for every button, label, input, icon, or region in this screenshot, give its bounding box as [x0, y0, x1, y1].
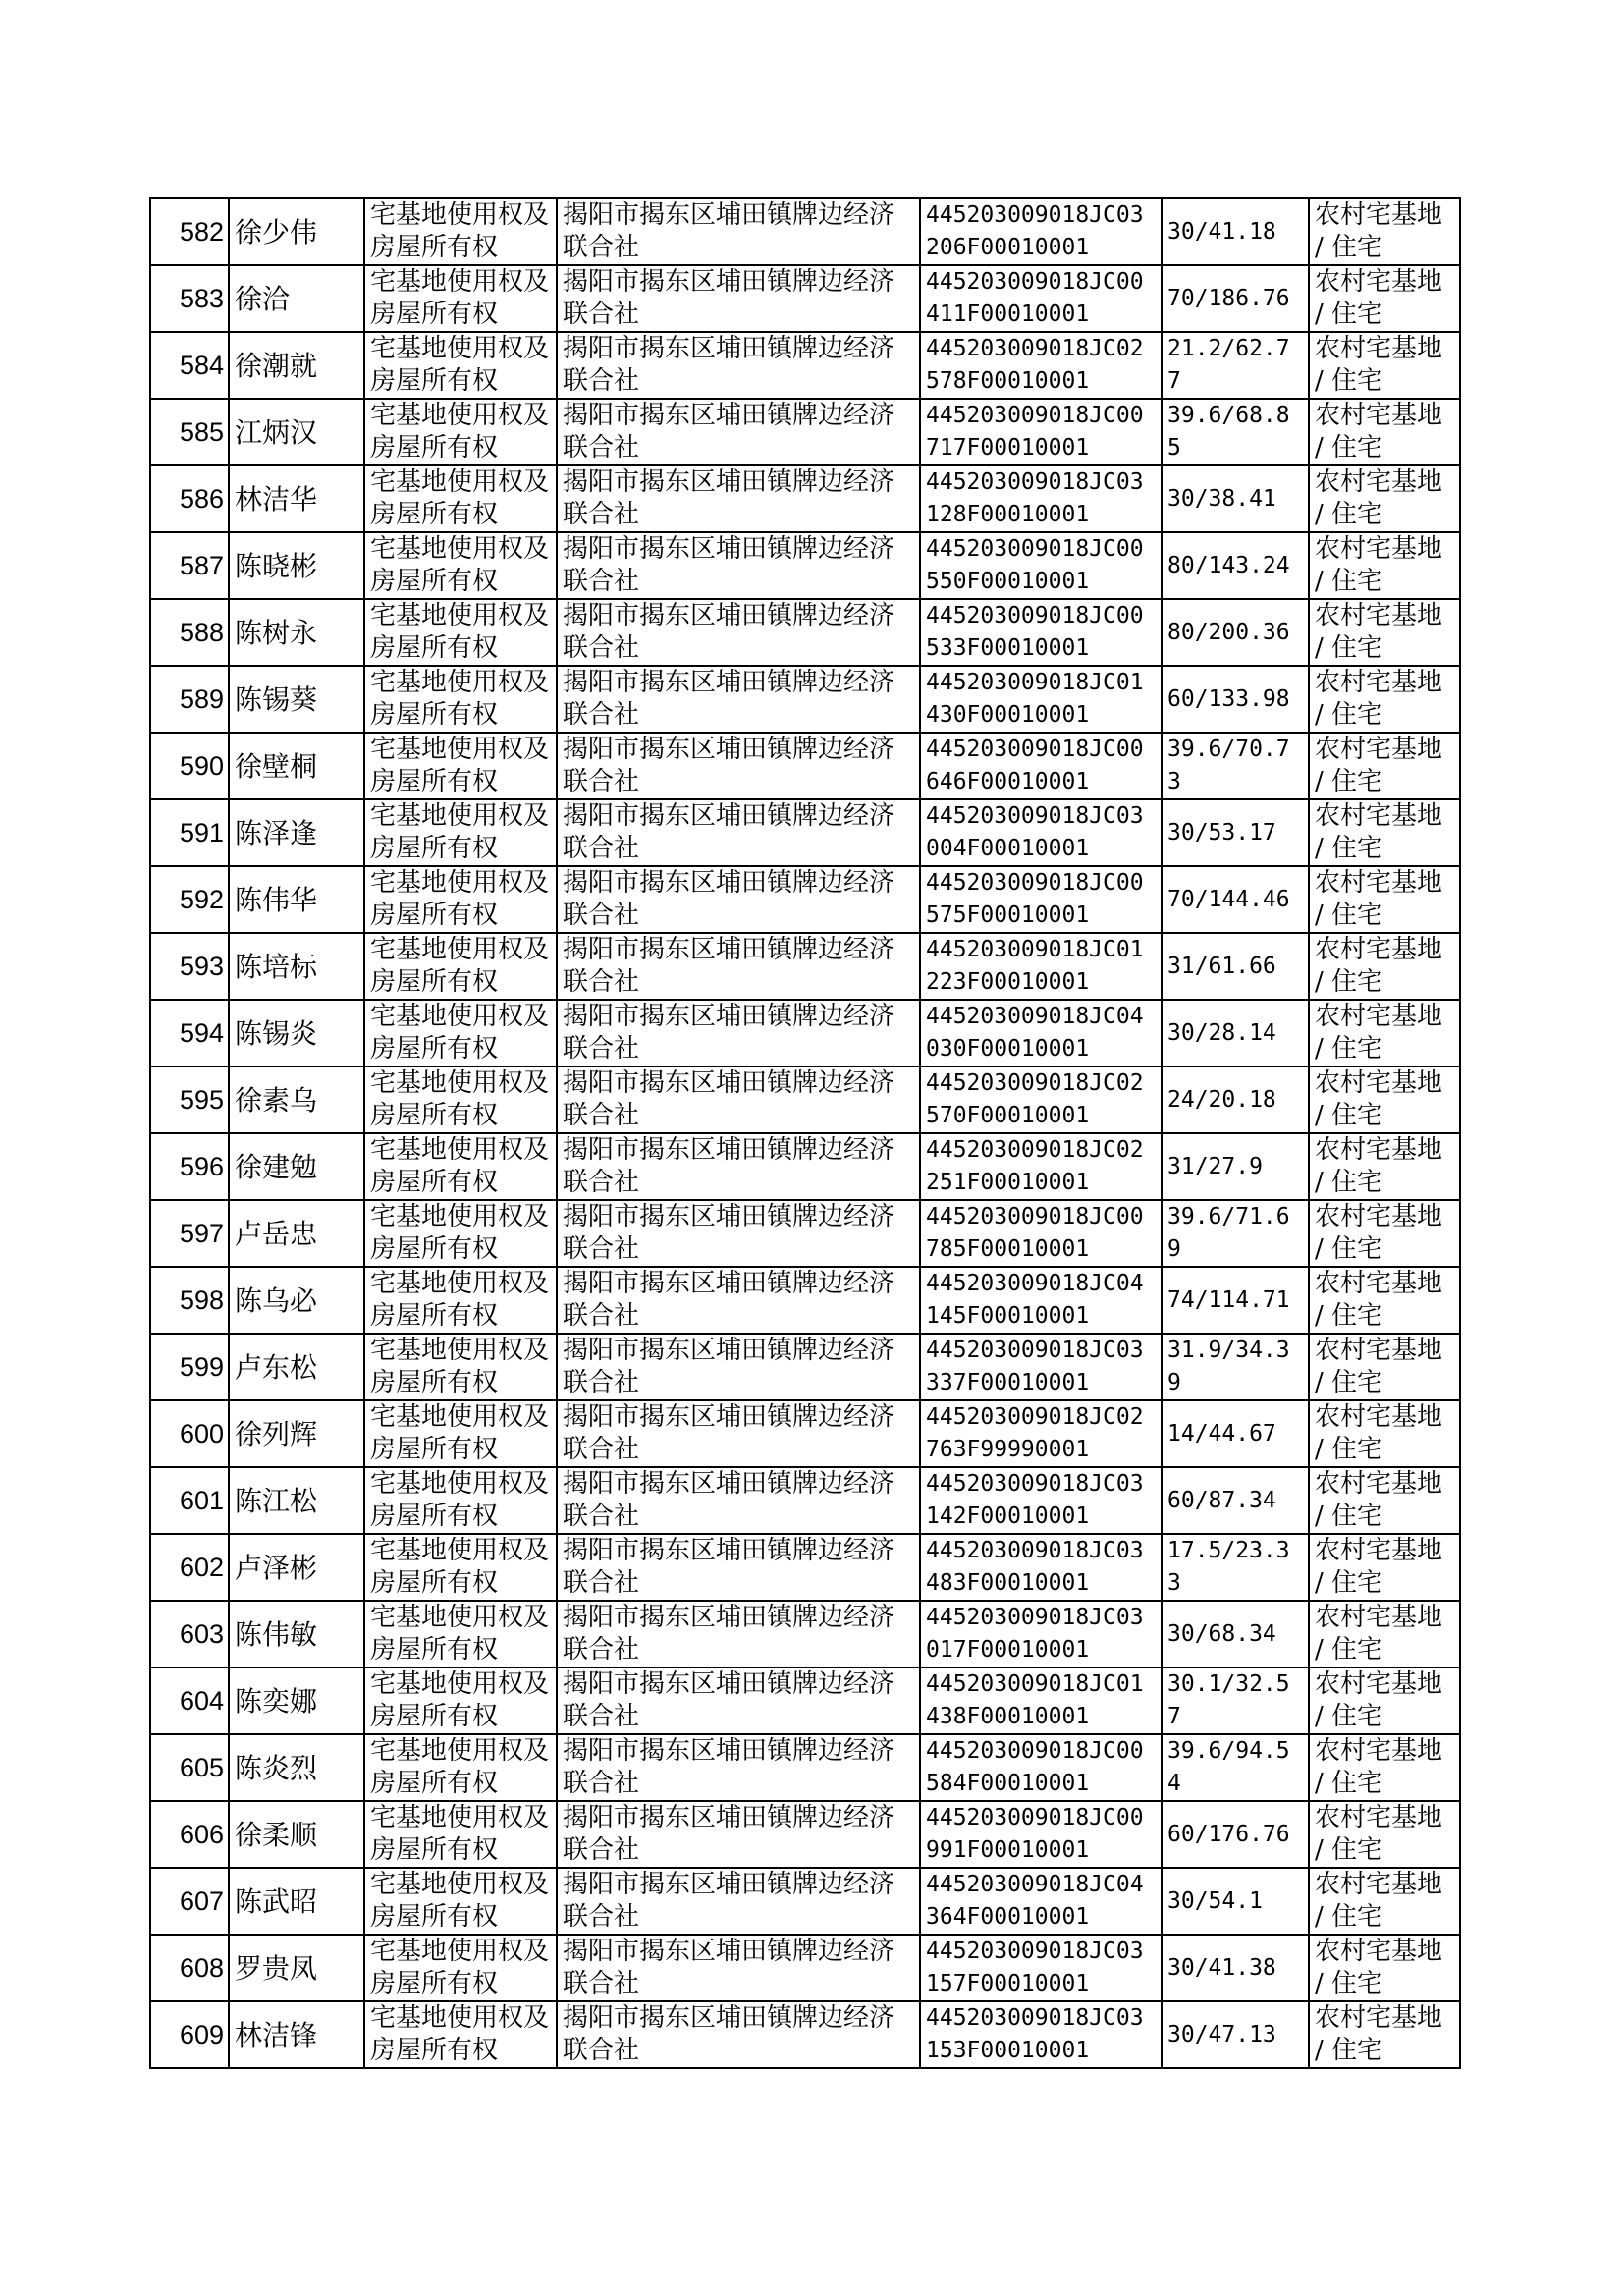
collective-owner: 揭阳市揭东区埔田镇牌边经济联合社 — [557, 1467, 920, 1534]
row-number: 606 — [150, 1801, 229, 1868]
parcel-code: 445203009018JC03153F00010001 — [920, 2001, 1162, 2068]
land-use: 农村宅基地 / 住宅 — [1309, 465, 1460, 532]
row-number: 585 — [150, 399, 229, 465]
right-type: 宅基地使用权及房屋所有权 — [364, 1200, 557, 1267]
parcel-code: 445203009018JC02763F99990001 — [920, 1400, 1162, 1467]
parcel-code: 445203009018JC04364F00010001 — [920, 1868, 1162, 1935]
parcel-code: 445203009018JC00584F00010001 — [920, 1734, 1162, 1801]
owner-name: 江炳汉 — [229, 399, 364, 465]
parcel-code: 445203009018JC03142F00010001 — [920, 1467, 1162, 1534]
owner-name: 林洁华 — [229, 465, 364, 532]
collective-owner: 揭阳市揭东区埔田镇牌边经济联合社 — [557, 599, 920, 666]
parcel-code: 445203009018JC00411F00010001 — [920, 265, 1162, 332]
right-type: 宅基地使用权及房屋所有权 — [364, 1667, 557, 1734]
land-use: 农村宅基地 / 住宅 — [1309, 1000, 1460, 1066]
table-row — [150, 599, 1460, 666]
collective-owner: 揭阳市揭东区埔田镇牌边经济联合社 — [557, 1734, 920, 1801]
land-use: 农村宅基地 / 住宅 — [1309, 1400, 1460, 1467]
row-number: 584 — [150, 332, 229, 399]
owner-name: 陈培标 — [229, 933, 364, 1000]
collective-owner: 揭阳市揭东区埔田镇牌边经济联合社 — [557, 1400, 920, 1467]
parcel-code: 445203009018JC03017F00010001 — [920, 1601, 1162, 1667]
row-number: 587 — [150, 532, 229, 599]
parcel-code: 445203009018JC02251F00010001 — [920, 1133, 1162, 1200]
land-use: 农村宅基地 / 住宅 — [1309, 599, 1460, 666]
owner-name: 徐壁桐 — [229, 733, 364, 799]
owner-name: 徐列辉 — [229, 1400, 364, 1467]
right-type: 宅基地使用权及房屋所有权 — [364, 1334, 557, 1400]
row-number: 591 — [150, 799, 229, 866]
row-number: 586 — [150, 465, 229, 532]
land-use: 农村宅基地 / 住宅 — [1309, 332, 1460, 399]
land-use: 农村宅基地 / 住宅 — [1309, 666, 1460, 733]
area-value: 30/38.41 — [1162, 465, 1309, 532]
right-type: 宅基地使用权及房屋所有权 — [364, 799, 557, 866]
table-row — [150, 1667, 1460, 1734]
table-row — [150, 1534, 1460, 1601]
area-value: 74/114.71 — [1162, 1267, 1309, 1334]
table-row — [150, 1467, 1460, 1534]
right-type: 宅基地使用权及房屋所有权 — [364, 265, 557, 332]
owner-name: 卢岳忠 — [229, 1200, 364, 1267]
collective-owner: 揭阳市揭东区埔田镇牌边经济联合社 — [557, 1801, 920, 1868]
area-value: 60/133.98 — [1162, 666, 1309, 733]
right-type: 宅基地使用权及房屋所有权 — [364, 933, 557, 1000]
row-number: 595 — [150, 1066, 229, 1133]
area-value: 80/143.24 — [1162, 532, 1309, 599]
collective-owner: 揭阳市揭东区埔田镇牌边经济联合社 — [557, 1267, 920, 1334]
area-value: 17.5/23.33 — [1162, 1534, 1309, 1601]
area-value: 70/186.76 — [1162, 265, 1309, 332]
row-number: 605 — [150, 1734, 229, 1801]
collective-owner: 揭阳市揭东区埔田镇牌边经济联合社 — [557, 1534, 920, 1601]
row-number: 600 — [150, 1400, 229, 1467]
row-number: 589 — [150, 666, 229, 733]
right-type: 宅基地使用权及房屋所有权 — [364, 1935, 557, 2001]
table-row — [150, 1601, 1460, 1667]
land-use: 农村宅基地 / 住宅 — [1309, 1801, 1460, 1868]
row-number: 607 — [150, 1868, 229, 1935]
area-value: 21.2/62.77 — [1162, 332, 1309, 399]
right-type: 宅基地使用权及房屋所有权 — [364, 1868, 557, 1935]
collective-owner: 揭阳市揭东区埔田镇牌边经济联合社 — [557, 399, 920, 465]
row-number: 593 — [150, 933, 229, 1000]
collective-owner: 揭阳市揭东区埔田镇牌边经济联合社 — [557, 1200, 920, 1267]
area-value: 30/68.34 — [1162, 1601, 1309, 1667]
row-number: 597 — [150, 1200, 229, 1267]
land-use: 农村宅基地 / 住宅 — [1309, 799, 1460, 866]
area-value: 14/44.67 — [1162, 1400, 1309, 1467]
parcel-code: 445203009018JC00717F00010001 — [920, 399, 1162, 465]
collective-owner: 揭阳市揭东区埔田镇牌边经济联合社 — [557, 1868, 920, 1935]
right-type: 宅基地使用权及房屋所有权 — [364, 599, 557, 666]
table-row — [150, 1935, 1460, 2001]
area-value: 24/20.18 — [1162, 1066, 1309, 1133]
table-row — [150, 1000, 1460, 1066]
row-number: 594 — [150, 1000, 229, 1066]
land-use: 农村宅基地 / 住宅 — [1309, 1467, 1460, 1534]
area-value: 30/41.38 — [1162, 1935, 1309, 2001]
row-number: 588 — [150, 599, 229, 666]
parcel-code: 445203009018JC02570F00010001 — [920, 1066, 1162, 1133]
row-number: 609 — [150, 2001, 229, 2068]
parcel-code: 445203009018JC00575F00010001 — [920, 866, 1162, 933]
parcel-code: 445203009018JC03206F00010001 — [920, 198, 1162, 265]
land-use: 农村宅基地 / 住宅 — [1309, 532, 1460, 599]
right-type: 宅基地使用权及房屋所有权 — [364, 332, 557, 399]
collective-owner: 揭阳市揭东区埔田镇牌边经济联合社 — [557, 1066, 920, 1133]
owner-name: 徐素乌 — [229, 1066, 364, 1133]
collective-owner: 揭阳市揭东区埔田镇牌边经济联合社 — [557, 666, 920, 733]
area-value: 30/28.14 — [1162, 1000, 1309, 1066]
row-number: 602 — [150, 1534, 229, 1601]
table-row — [150, 933, 1460, 1000]
land-use: 农村宅基地 / 住宅 — [1309, 1334, 1460, 1400]
row-number: 601 — [150, 1467, 229, 1534]
owner-name: 陈江松 — [229, 1467, 364, 1534]
right-type: 宅基地使用权及房屋所有权 — [364, 1066, 557, 1133]
collective-owner: 揭阳市揭东区埔田镇牌边经济联合社 — [557, 532, 920, 599]
owner-name: 陈泽逢 — [229, 799, 364, 866]
parcel-code: 445203009018JC00991F00010001 — [920, 1801, 1162, 1868]
table-row — [150, 2001, 1460, 2068]
table-row — [150, 1200, 1460, 1267]
owner-name: 陈晓彬 — [229, 532, 364, 599]
area-value: 30/41.18 — [1162, 198, 1309, 265]
table-row — [150, 1734, 1460, 1801]
land-use: 农村宅基地 / 住宅 — [1309, 1734, 1460, 1801]
right-type: 宅基地使用权及房屋所有权 — [364, 1601, 557, 1667]
row-number: 592 — [150, 866, 229, 933]
parcel-code: 445203009018JC04145F00010001 — [920, 1267, 1162, 1334]
collective-owner: 揭阳市揭东区埔田镇牌边经济联合社 — [557, 866, 920, 933]
parcel-code: 445203009018JC03004F00010001 — [920, 799, 1162, 866]
land-use: 农村宅基地 / 住宅 — [1309, 2001, 1460, 2068]
land-use: 农村宅基地 / 住宅 — [1309, 1133, 1460, 1200]
collective-owner: 揭阳市揭东区埔田镇牌边经济联合社 — [557, 332, 920, 399]
area-value: 31/61.66 — [1162, 933, 1309, 1000]
parcel-code: 445203009018JC03128F00010001 — [920, 465, 1162, 532]
table-row — [150, 799, 1460, 866]
collective-owner: 揭阳市揭东区埔田镇牌边经济联合社 — [557, 1334, 920, 1400]
right-type: 宅基地使用权及房屋所有权 — [364, 1801, 557, 1868]
parcel-code: 445203009018JC00646F00010001 — [920, 733, 1162, 799]
owner-name: 陈奕娜 — [229, 1667, 364, 1734]
owner-name: 徐洽 — [229, 265, 364, 332]
area-value: 70/144.46 — [1162, 866, 1309, 933]
owner-name: 陈武昭 — [229, 1868, 364, 1935]
row-number: 608 — [150, 1935, 229, 2001]
table-row — [150, 399, 1460, 465]
collective-owner: 揭阳市揭东区埔田镇牌边经济联合社 — [557, 1601, 920, 1667]
table-row — [150, 1133, 1460, 1200]
parcel-code: 445203009018JC00550F00010001 — [920, 532, 1162, 599]
area-value: 39.6/70.73 — [1162, 733, 1309, 799]
land-use: 农村宅基地 / 住宅 — [1309, 399, 1460, 465]
right-type: 宅基地使用权及房屋所有权 — [364, 1534, 557, 1601]
owner-name: 徐少伟 — [229, 198, 364, 265]
parcel-code: 445203009018JC03157F00010001 — [920, 1935, 1162, 2001]
owner-name: 陈锡葵 — [229, 666, 364, 733]
collective-owner: 揭阳市揭东区埔田镇牌边经济联合社 — [557, 933, 920, 1000]
table-row — [150, 198, 1460, 265]
row-number: 599 — [150, 1334, 229, 1400]
right-type: 宅基地使用权及房屋所有权 — [364, 1267, 557, 1334]
area-value: 30/47.13 — [1162, 2001, 1309, 2068]
parcel-code: 445203009018JC03337F00010001 — [920, 1334, 1162, 1400]
collective-owner: 揭阳市揭东区埔田镇牌边经济联合社 — [557, 465, 920, 532]
land-use: 农村宅基地 / 住宅 — [1309, 866, 1460, 933]
parcel-code: 445203009018JC04030F00010001 — [920, 1000, 1162, 1066]
row-number: 582 — [150, 198, 229, 265]
owner-name: 陈乌必 — [229, 1267, 364, 1334]
parcel-code: 445203009018JC03483F00010001 — [920, 1534, 1162, 1601]
table-row — [150, 1066, 1460, 1133]
right-type: 宅基地使用权及房屋所有权 — [364, 1000, 557, 1066]
table-row — [150, 733, 1460, 799]
owner-name: 罗贵凤 — [229, 1935, 364, 2001]
land-use: 农村宅基地 / 住宅 — [1309, 1868, 1460, 1935]
collective-owner: 揭阳市揭东区埔田镇牌边经济联合社 — [557, 1133, 920, 1200]
owner-name: 卢泽彬 — [229, 1534, 364, 1601]
row-number: 598 — [150, 1267, 229, 1334]
parcel-code: 445203009018JC00533F00010001 — [920, 599, 1162, 666]
collective-owner: 揭阳市揭东区埔田镇牌边经济联合社 — [557, 1667, 920, 1734]
owner-name: 陈伟敏 — [229, 1601, 364, 1667]
row-number: 590 — [150, 733, 229, 799]
parcel-code: 445203009018JC01438F00010001 — [920, 1667, 1162, 1734]
right-type: 宅基地使用权及房屋所有权 — [364, 198, 557, 265]
parcel-code: 445203009018JC01430F00010001 — [920, 666, 1162, 733]
registry-body — [150, 198, 1460, 2068]
owner-name: 陈炎烈 — [229, 1734, 364, 1801]
row-number: 604 — [150, 1667, 229, 1734]
row-number: 596 — [150, 1133, 229, 1200]
collective-owner: 揭阳市揭东区埔田镇牌边经济联合社 — [557, 799, 920, 866]
area-value: 31/27.9 — [1162, 1133, 1309, 1200]
owner-name: 林洁锋 — [229, 2001, 364, 2068]
area-value: 60/87.34 — [1162, 1467, 1309, 1534]
land-use: 农村宅基地 / 住宅 — [1309, 1534, 1460, 1601]
area-value: 31.9/34.39 — [1162, 1334, 1309, 1400]
land-use: 农村宅基地 / 住宅 — [1309, 933, 1460, 1000]
right-type: 宅基地使用权及房屋所有权 — [364, 666, 557, 733]
owner-name: 卢东松 — [229, 1334, 364, 1400]
right-type: 宅基地使用权及房屋所有权 — [364, 399, 557, 465]
owner-name: 陈伟华 — [229, 866, 364, 933]
right-type: 宅基地使用权及房屋所有权 — [364, 1400, 557, 1467]
owner-name: 徐潮就 — [229, 332, 364, 399]
area-value: 30/54.1 — [1162, 1868, 1309, 1935]
collective-owner: 揭阳市揭东区埔田镇牌边经济联合社 — [557, 265, 920, 332]
area-value: 80/200.36 — [1162, 599, 1309, 666]
parcel-code: 445203009018JC01223F00010001 — [920, 933, 1162, 1000]
land-use: 农村宅基地 / 住宅 — [1309, 1601, 1460, 1667]
table-row — [150, 532, 1460, 599]
land-use: 农村宅基地 / 住宅 — [1309, 265, 1460, 332]
table-row — [150, 666, 1460, 733]
table-row — [150, 1400, 1460, 1467]
owner-name: 徐柔顺 — [229, 1801, 364, 1868]
land-use: 农村宅基地 / 住宅 — [1309, 1667, 1460, 1734]
right-type: 宅基地使用权及房屋所有权 — [364, 532, 557, 599]
registry-table — [149, 197, 1461, 2069]
owner-name: 徐建勉 — [229, 1133, 364, 1200]
collective-owner: 揭阳市揭东区埔田镇牌边经济联合社 — [557, 2001, 920, 2068]
collective-owner: 揭阳市揭东区埔田镇牌边经济联合社 — [557, 198, 920, 265]
land-use: 农村宅基地 / 住宅 — [1309, 1267, 1460, 1334]
right-type: 宅基地使用权及房屋所有权 — [364, 465, 557, 532]
table-row — [150, 1267, 1460, 1334]
right-type: 宅基地使用权及房屋所有权 — [364, 1734, 557, 1801]
collective-owner: 揭阳市揭东区埔田镇牌边经济联合社 — [557, 1935, 920, 2001]
parcel-code: 445203009018JC02578F00010001 — [920, 332, 1162, 399]
table-row — [150, 1334, 1460, 1400]
area-value: 60/176.76 — [1162, 1801, 1309, 1868]
area-value: 39.6/94.54 — [1162, 1734, 1309, 1801]
right-type: 宅基地使用权及房屋所有权 — [364, 1467, 557, 1534]
owner-name: 陈锡炎 — [229, 1000, 364, 1066]
area-value: 30/53.17 — [1162, 799, 1309, 866]
land-use: 农村宅基地 / 住宅 — [1309, 198, 1460, 265]
right-type: 宅基地使用权及房屋所有权 — [364, 866, 557, 933]
table-row — [150, 1868, 1460, 1935]
area-value: 39.6/68.85 — [1162, 399, 1309, 465]
land-use: 农村宅基地 / 住宅 — [1309, 733, 1460, 799]
parcel-code: 445203009018JC00785F00010001 — [920, 1200, 1162, 1267]
land-use: 农村宅基地 / 住宅 — [1309, 1200, 1460, 1267]
row-number: 583 — [150, 265, 229, 332]
owner-name: 陈树永 — [229, 599, 364, 666]
table-row — [150, 866, 1460, 933]
land-use: 农村宅基地 / 住宅 — [1309, 1935, 1460, 2001]
table-row — [150, 265, 1460, 332]
right-type: 宅基地使用权及房屋所有权 — [364, 1133, 557, 1200]
collective-owner: 揭阳市揭东区埔田镇牌边经济联合社 — [557, 1000, 920, 1066]
right-type: 宅基地使用权及房屋所有权 — [364, 733, 557, 799]
area-value: 30.1/32.57 — [1162, 1667, 1309, 1734]
right-type: 宅基地使用权及房屋所有权 — [364, 2001, 557, 2068]
row-number: 603 — [150, 1601, 229, 1667]
area-value: 39.6/71.69 — [1162, 1200, 1309, 1267]
land-use: 农村宅基地 / 住宅 — [1309, 1066, 1460, 1133]
table-row — [150, 465, 1460, 532]
collective-owner: 揭阳市揭东区埔田镇牌边经济联合社 — [557, 733, 920, 799]
table-row — [150, 332, 1460, 399]
table-row — [150, 1801, 1460, 1868]
